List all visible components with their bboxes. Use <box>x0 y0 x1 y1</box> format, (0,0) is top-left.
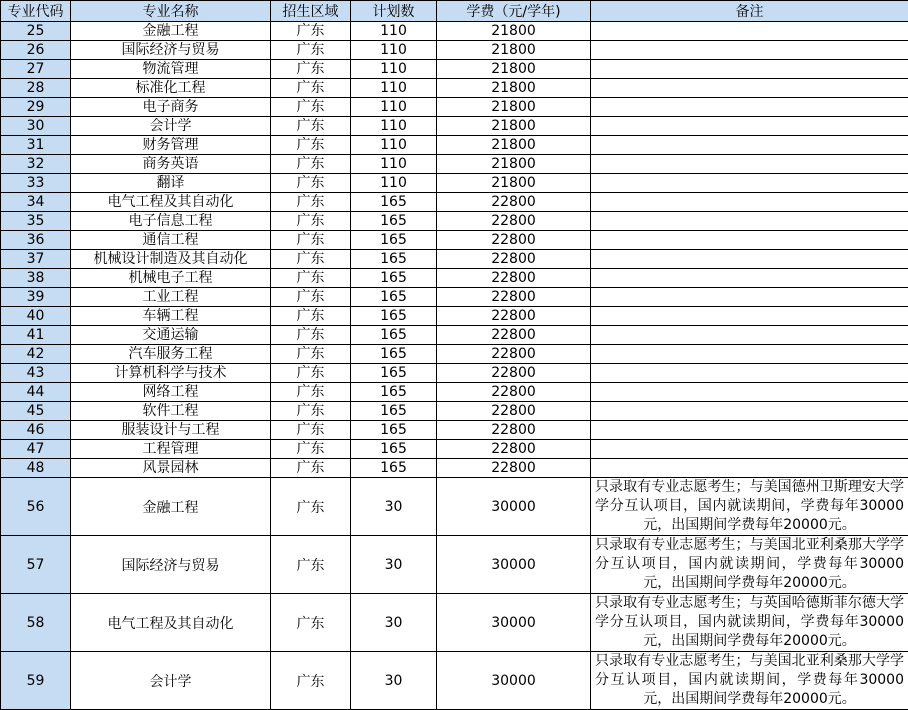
cell-region: 广东 <box>271 440 351 459</box>
header-fee: 学费（元/学年) <box>437 1 591 22</box>
cell-major-name: 会计学 <box>71 117 271 136</box>
cell-code: 28 <box>1 79 71 98</box>
cell-tuition: 21800 <box>437 155 591 174</box>
cell-code: 46 <box>1 421 71 440</box>
cell-region: 广东 <box>271 345 351 364</box>
cell-major-name: 商务英语 <box>71 155 271 174</box>
cell-note: 只录取有专业志愿考生；与英国哈德斯菲尔德大学学分互认项目，国内就读期间，学费每年30000元，出国期间学费每年20000元。 <box>591 594 908 652</box>
cell-plan-count: 165 <box>351 383 437 402</box>
table-body <box>1 22 908 710</box>
cell-code: 30 <box>1 117 71 136</box>
cell-code: 27 <box>1 60 71 79</box>
cell-major-name: 电气工程及其自动化 <box>71 193 271 212</box>
table-row <box>1 117 908 136</box>
cell-region: 广东 <box>271 41 351 60</box>
cell-plan-count: 165 <box>351 269 437 288</box>
cell-plan-count: 110 <box>351 60 437 79</box>
table-row <box>1 98 908 117</box>
cell-plan-count: 165 <box>351 307 437 326</box>
cell-tuition: 30000 <box>437 478 591 536</box>
cell-plan-count: 165 <box>351 440 437 459</box>
cell-plan-count: 165 <box>351 402 437 421</box>
cell-tuition: 22800 <box>437 459 591 478</box>
table-row <box>1 288 908 307</box>
cell-major-name: 标准化工程 <box>71 79 271 98</box>
cell-plan-count: 165 <box>351 231 437 250</box>
cell-note <box>591 440 908 459</box>
cell-note <box>591 41 908 60</box>
cell-code: 33 <box>1 174 71 193</box>
cell-code: 37 <box>1 250 71 269</box>
cell-note <box>591 79 908 98</box>
cell-code: 35 <box>1 212 71 231</box>
cell-plan-count: 110 <box>351 41 437 60</box>
table-row <box>1 212 908 231</box>
table-row <box>1 364 908 383</box>
table-row <box>1 307 908 326</box>
cell-major-name: 会计学 <box>71 652 271 710</box>
cell-code: 45 <box>1 402 71 421</box>
cell-major-name: 服装设计与工程 <box>71 421 271 440</box>
cell-tuition: 22800 <box>437 288 591 307</box>
header-plan: 计划数 <box>351 1 437 22</box>
cell-tuition: 22800 <box>437 326 591 345</box>
cell-major-name: 汽车服务工程 <box>71 345 271 364</box>
table-row <box>1 594 908 652</box>
cell-note <box>591 307 908 326</box>
cell-note <box>591 364 908 383</box>
cell-major-name: 财务管理 <box>71 136 271 155</box>
cell-note <box>591 250 908 269</box>
cell-code: 31 <box>1 136 71 155</box>
cell-plan-count: 30 <box>351 536 437 594</box>
cell-major-name: 国际经济与贸易 <box>71 41 271 60</box>
cell-region: 广东 <box>271 421 351 440</box>
cell-plan-count: 165 <box>351 364 437 383</box>
cell-plan-count: 110 <box>351 117 437 136</box>
cell-region: 广东 <box>271 250 351 269</box>
cell-region: 广东 <box>271 383 351 402</box>
table-row <box>1 250 908 269</box>
cell-major-name: 工程管理 <box>71 440 271 459</box>
cell-note <box>591 402 908 421</box>
cell-region: 广东 <box>271 536 351 594</box>
cell-region: 广东 <box>271 326 351 345</box>
cell-note <box>591 383 908 402</box>
cell-code: 40 <box>1 307 71 326</box>
cell-note <box>591 193 908 212</box>
table-row <box>1 136 908 155</box>
cell-plan-count: 165 <box>351 193 437 212</box>
cell-major-name: 电子信息工程 <box>71 212 271 231</box>
table-row <box>1 60 908 79</box>
table-row <box>1 155 908 174</box>
cell-major-name: 工业工程 <box>71 288 271 307</box>
cell-tuition: 30000 <box>437 536 591 594</box>
cell-plan-count: 165 <box>351 288 437 307</box>
cell-plan-count: 30 <box>351 652 437 710</box>
cell-note <box>591 136 908 155</box>
cell-plan-count: 30 <box>351 594 437 652</box>
cell-note <box>591 345 908 364</box>
cell-code: 43 <box>1 364 71 383</box>
table-row <box>1 345 908 364</box>
table-row <box>1 421 908 440</box>
cell-note <box>591 326 908 345</box>
cell-code: 41 <box>1 326 71 345</box>
cell-major-name: 计算机科学与技术 <box>71 364 271 383</box>
cell-tuition: 21800 <box>437 22 591 41</box>
cell-note <box>591 22 908 41</box>
cell-plan-count: 110 <box>351 79 437 98</box>
cell-tuition: 21800 <box>437 41 591 60</box>
cell-plan-count: 30 <box>351 478 437 536</box>
header-note: 备注 <box>591 1 908 22</box>
cell-code: 34 <box>1 193 71 212</box>
table-row <box>1 174 908 193</box>
cell-region: 广东 <box>271 364 351 383</box>
cell-region: 广东 <box>271 402 351 421</box>
cell-note: 只录取有专业志愿考生；与美国北亚利桑那大学学分互认项目，国内就读期间，学费每年30000元，出国期间学费每年20000元。 <box>591 652 908 710</box>
cell-tuition: 22800 <box>437 307 591 326</box>
cell-major-name: 电子商务 <box>71 98 271 117</box>
cell-major-name: 车辆工程 <box>71 307 271 326</box>
cell-code: 32 <box>1 155 71 174</box>
cell-region: 广东 <box>271 269 351 288</box>
cell-region: 广东 <box>271 136 351 155</box>
cell-note <box>591 231 908 250</box>
cell-major-name: 电气工程及其自动化 <box>71 594 271 652</box>
cell-code: 56 <box>1 478 71 536</box>
cell-plan-count: 165 <box>351 250 437 269</box>
header-name: 专业名称 <box>71 1 271 22</box>
cell-tuition: 22800 <box>437 440 591 459</box>
cell-major-name: 国际经济与贸易 <box>71 536 271 594</box>
table-row <box>1 478 908 536</box>
cell-major-name: 机械设计制造及其自动化 <box>71 250 271 269</box>
cell-major-name: 机械电子工程 <box>71 269 271 288</box>
cell-note <box>591 117 908 136</box>
cell-code: 38 <box>1 269 71 288</box>
cell-region: 广东 <box>271 652 351 710</box>
cell-code: 57 <box>1 536 71 594</box>
cell-tuition: 21800 <box>437 136 591 155</box>
cell-region: 广东 <box>271 155 351 174</box>
cell-code: 42 <box>1 345 71 364</box>
cell-note <box>591 269 908 288</box>
cell-code: 29 <box>1 98 71 117</box>
cell-region: 广东 <box>271 117 351 136</box>
cell-code: 59 <box>1 652 71 710</box>
cell-plan-count: 165 <box>351 459 437 478</box>
cell-region: 广东 <box>271 98 351 117</box>
table-row <box>1 440 908 459</box>
cell-tuition: 22800 <box>437 364 591 383</box>
cell-major-name: 软件工程 <box>71 402 271 421</box>
cell-plan-count: 110 <box>351 22 437 41</box>
cell-note <box>591 155 908 174</box>
cell-tuition: 22800 <box>437 193 591 212</box>
cell-region: 广东 <box>271 174 351 193</box>
cell-major-name: 交通运输 <box>71 326 271 345</box>
table-row <box>1 231 908 250</box>
cell-region: 广东 <box>271 594 351 652</box>
cell-code: 25 <box>1 22 71 41</box>
table-row <box>1 459 908 478</box>
cell-major-name: 金融工程 <box>71 478 271 536</box>
header-region: 招生区域 <box>271 1 351 22</box>
table-row <box>1 41 908 60</box>
cell-note <box>591 174 908 193</box>
cell-tuition: 22800 <box>437 383 591 402</box>
cell-tuition: 21800 <box>437 117 591 136</box>
cell-major-name: 物流管理 <box>71 60 271 79</box>
table-row <box>1 326 908 345</box>
cell-code: 39 <box>1 288 71 307</box>
cell-code: 44 <box>1 383 71 402</box>
cell-tuition: 30000 <box>437 652 591 710</box>
table-row <box>1 193 908 212</box>
cell-plan-count: 165 <box>351 212 437 231</box>
cell-major-name: 通信工程 <box>71 231 271 250</box>
header-code: 专业代码 <box>1 1 71 22</box>
cell-major-name: 翻译 <box>71 174 271 193</box>
cell-major-name: 金融工程 <box>71 22 271 41</box>
table-row <box>1 22 908 41</box>
table-row <box>1 402 908 421</box>
cell-region: 广东 <box>271 478 351 536</box>
cell-tuition: 22800 <box>437 421 591 440</box>
cell-note: 只录取有专业志愿考生；与美国德州卫斯理安大学学分互认项目，国内就读期间，学费每年30000元，出国期间学费每年20000元。 <box>591 478 908 536</box>
cell-region: 广东 <box>271 22 351 41</box>
cell-note: 只录取有专业志愿考生；与美国北亚利桑那大学学分互认项目，国内就读期间，学费每年30000元，出国期间学费每年20000元。 <box>591 536 908 594</box>
cell-plan-count: 165 <box>351 421 437 440</box>
table-row <box>1 79 908 98</box>
cell-region: 广东 <box>271 79 351 98</box>
cell-tuition: 30000 <box>437 594 591 652</box>
cell-tuition: 22800 <box>437 250 591 269</box>
cell-code: 26 <box>1 41 71 60</box>
cell-region: 广东 <box>271 288 351 307</box>
cell-tuition: 21800 <box>437 98 591 117</box>
cell-note <box>591 98 908 117</box>
cell-code: 47 <box>1 440 71 459</box>
cell-note <box>591 459 908 478</box>
table-row <box>1 536 908 594</box>
cell-code: 58 <box>1 594 71 652</box>
cell-plan-count: 110 <box>351 155 437 174</box>
cell-note <box>591 288 908 307</box>
cell-plan-count: 165 <box>351 326 437 345</box>
cell-major-name: 网络工程 <box>71 383 271 402</box>
cell-tuition: 22800 <box>437 269 591 288</box>
cell-code: 48 <box>1 459 71 478</box>
cell-tuition: 21800 <box>437 174 591 193</box>
table-row <box>1 383 908 402</box>
cell-tuition: 21800 <box>437 79 591 98</box>
cell-tuition: 22800 <box>437 402 591 421</box>
cell-region: 广东 <box>271 459 351 478</box>
cell-tuition: 21800 <box>437 60 591 79</box>
table-row <box>1 652 908 710</box>
cell-tuition: 22800 <box>437 345 591 364</box>
cell-region: 广东 <box>271 193 351 212</box>
cell-code: 36 <box>1 231 71 250</box>
cell-note <box>591 212 908 231</box>
cell-note <box>591 421 908 440</box>
cell-region: 广东 <box>271 231 351 250</box>
cell-note <box>591 60 908 79</box>
cell-plan-count: 110 <box>351 174 437 193</box>
header-row <box>1 1 908 22</box>
cell-tuition: 22800 <box>437 231 591 250</box>
cell-major-name: 风景园林 <box>71 459 271 478</box>
cell-tuition: 22800 <box>437 212 591 231</box>
table-row <box>1 269 908 288</box>
cell-region: 广东 <box>271 307 351 326</box>
cell-plan-count: 110 <box>351 98 437 117</box>
cell-plan-count: 110 <box>351 136 437 155</box>
cell-region: 广东 <box>271 212 351 231</box>
cell-region: 广东 <box>271 60 351 79</box>
cell-plan-count: 165 <box>351 345 437 364</box>
